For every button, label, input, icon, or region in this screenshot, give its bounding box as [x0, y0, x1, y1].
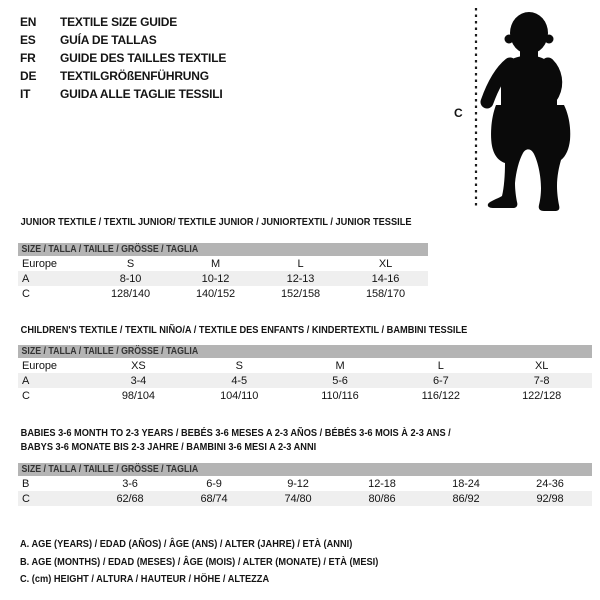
size-header-label: SIZE / TALLA / TAILLE / GRÖSSE / TAGLIA	[21, 346, 199, 357]
cell-value: 12-18	[368, 477, 396, 490]
cell-value: 4-5	[231, 374, 247, 387]
row-label: C	[22, 492, 30, 505]
table-row	[18, 286, 428, 301]
cell-value: 7-8	[533, 374, 550, 387]
size-header-label: SIZE / TALLA / TAILLE / GRÖSSE / TAGLIA	[21, 244, 199, 255]
cell-value: 122/128	[522, 389, 562, 402]
cell-value: 92/98	[536, 492, 564, 505]
cell-value: 140/152	[195, 287, 236, 300]
cell-value: S	[235, 359, 243, 372]
cell-value: 8-10	[119, 272, 142, 285]
language-row	[20, 67, 226, 85]
row-label: A	[22, 272, 30, 285]
language-label: GUÍA DE TALLAS	[60, 33, 157, 47]
table-row	[18, 358, 592, 373]
footnote-line: A. AGE (YEARS) / EDAD (AÑOS) / ÂGE (ANS) / ALTER (JAHRE) / ETÀ (ANNI)	[20, 538, 353, 550]
language-code: FR	[20, 51, 36, 65]
cell-value: 98/104	[121, 389, 155, 402]
cell-value: 80/86	[368, 492, 396, 505]
cell-value: XS	[131, 359, 146, 372]
language-label: GUIDA ALLE TAGLIE TESSILI	[60, 87, 223, 101]
language-row	[20, 85, 226, 103]
cell-value: 104/110	[220, 389, 259, 402]
cell-value: 158/170	[365, 287, 406, 300]
cell-value: 6-9	[206, 477, 222, 490]
row-label: C	[22, 389, 30, 402]
table-title-line: BABIES 3-6 MONTH TO 2-3 YEARS / BEBÉS 3-6 MESES A 2-3 AÑOS / BÉBÉS 3-6 MOIS À 2-3 ANS /	[20, 427, 451, 439]
language-code: ES	[20, 33, 36, 47]
cell-value: 128/140	[110, 287, 151, 300]
cell-value: 9-12	[287, 477, 309, 490]
language-code: IT	[20, 87, 31, 101]
size-header-bar	[18, 243, 428, 256]
cell-value: 24-36	[536, 477, 564, 490]
table-row	[18, 388, 592, 403]
cell-value: 5-6	[332, 374, 348, 387]
size-header-bar	[18, 463, 592, 476]
table-title-line: CHILDREN'S TEXTILE / TEXTIL NIÑO/A / TEXTILE DES ENFANTS / KINDERTEXTIL / BAMBINI TESSILE	[20, 324, 468, 336]
footnote-line: C. (cm) HEIGHT / ALTURA / HAUTEUR / HÖHE / ALTEZZA	[20, 573, 270, 585]
babies-textile-table	[18, 426, 592, 506]
table-row	[18, 256, 428, 271]
legend-footnotes	[20, 536, 427, 589]
toddler-figure	[440, 0, 600, 218]
size-header-label: SIZE / TALLA / TAILLE / GRÖSSE / TAGLIA	[21, 464, 199, 475]
table-title-line: JUNIOR TEXTILE / TEXTIL JUNIOR/ TEXTILE JUNIOR / JUNIORTEXTIL / JUNIOR TESSILE	[20, 216, 412, 228]
language-row	[20, 13, 226, 31]
cell-value: 68/74	[200, 492, 228, 505]
childrens-textile-table	[18, 323, 592, 403]
table-title-line: BABYS 3-6 MONATE BIS 2-3 JAHRE / BAMBINI 3-6 MESI A 2-3 ANNI	[20, 441, 317, 453]
cell-value: 6-7	[432, 374, 449, 387]
cell-value: 74/80	[284, 492, 312, 505]
table-row	[18, 491, 592, 506]
height-measure-label: C	[454, 106, 463, 120]
cell-value: 62/68	[116, 492, 144, 505]
language-code: EN	[20, 15, 37, 29]
cell-value: 12-13	[286, 272, 315, 285]
language-row	[20, 31, 226, 49]
row-label: C	[22, 287, 30, 300]
cell-value: 110/116	[321, 389, 359, 402]
language-label: TEXTILGRÖßENFÜHRUNG	[60, 69, 209, 83]
cell-value: M	[335, 359, 345, 372]
table-row	[18, 476, 592, 491]
footnote-line: B. AGE (MONTHS) / EDAD (MESES) / ÂGE (MOIS) / ALTER (MONATE) / ETÀ (MESI)	[20, 555, 379, 568]
size-header-bar	[18, 345, 592, 358]
cell-value: 86/92	[452, 492, 480, 505]
cell-value: 152/158	[280, 287, 321, 300]
cell-value: 18-24	[452, 477, 480, 490]
toddler-silhouette	[487, 12, 570, 211]
cell-value: S	[126, 257, 135, 270]
table-row	[18, 271, 428, 286]
language-label: GUIDE DES TAILLES TEXTILE	[60, 51, 227, 65]
row-label: Europe	[22, 257, 57, 270]
toddler-silhouette-icon	[440, 0, 600, 218]
cell-value: 3-6	[122, 477, 138, 490]
row-label: A	[22, 374, 30, 387]
language-row	[20, 49, 226, 67]
table-row	[18, 373, 592, 388]
language-code: DE	[20, 69, 37, 83]
junior-textile-table	[18, 215, 428, 301]
language-label: TEXTILE SIZE GUIDE	[60, 15, 178, 29]
language-title-list	[20, 13, 226, 103]
cell-value: 14-16	[371, 272, 400, 285]
row-label: Europe	[22, 359, 57, 372]
row-label: B	[22, 477, 30, 490]
cell-value: M	[210, 257, 221, 270]
cell-value: 10-12	[201, 272, 230, 285]
cell-value: XL	[534, 359, 549, 372]
cell-value: L	[437, 359, 444, 372]
cell-value: L	[297, 257, 304, 270]
cell-value: XL	[378, 257, 393, 270]
cell-value: 116/122	[421, 389, 460, 402]
cell-value: 3-4	[130, 374, 147, 387]
